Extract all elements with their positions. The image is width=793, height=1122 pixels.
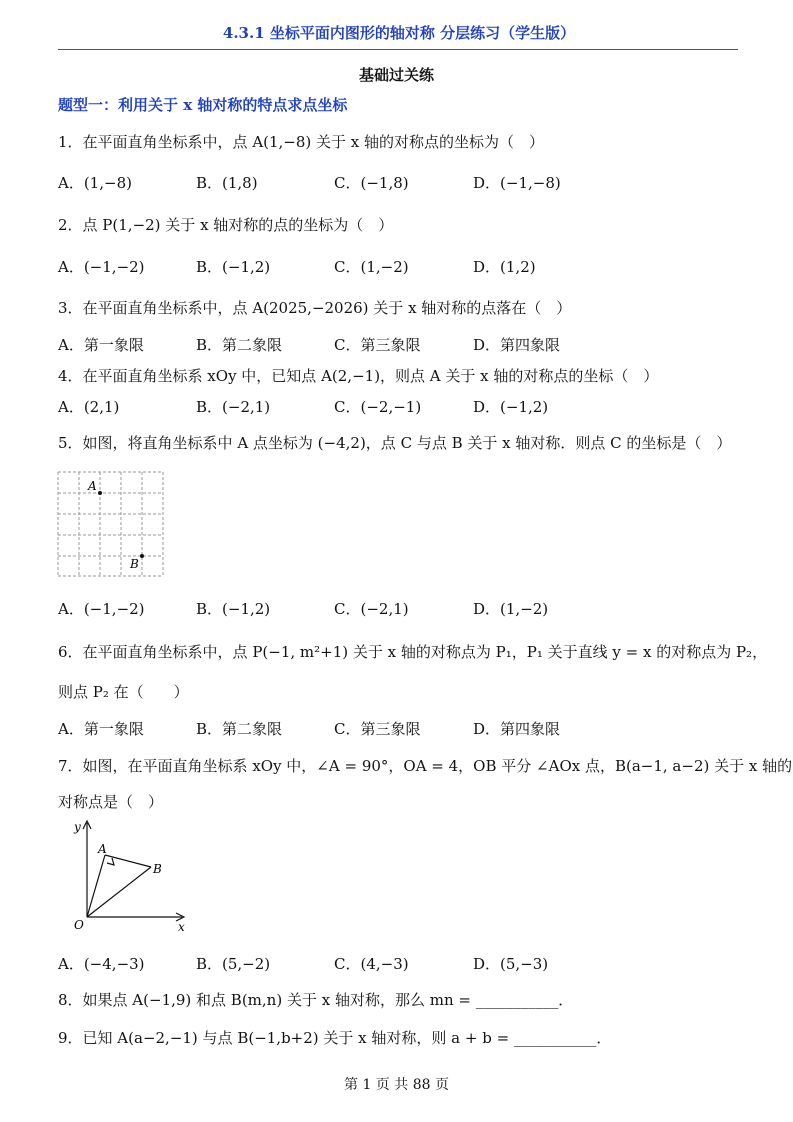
question-6: 6．在平面直角坐标系中，点 P(−1, m²+1) 关于 x 轴的对称点为 P₁，P₁ 关于直线 y = x 的对称点为 P₂， xyxy=(58,643,768,661)
q7-option-a: A．(−4,−3) xyxy=(58,955,145,973)
figure-5-grid xyxy=(56,470,168,580)
question-5: 5．如图，将直角坐标系中 A 点坐标为 (−4,2)，点 C 与点 B 关于 x 轴对称．则点 C 的坐标是（ ） xyxy=(58,434,732,452)
question-6-cont: 则点 P₂ 在（ ） xyxy=(58,683,189,701)
label-a: A xyxy=(88,479,97,493)
label-o: O xyxy=(74,918,84,932)
q3-option-c: C．第三象限 xyxy=(334,336,421,354)
question-4: 4．在平面直角坐标系 xOy 中，已知点 A(2,−1)，则点 A 关于 x 轴的对称点的坐标（ ） xyxy=(58,367,659,385)
label-a: A xyxy=(98,842,107,856)
question-2: 2．点 P(1,−2) 关于 x 轴对称的点的坐标为（ ） xyxy=(58,216,394,234)
q2-option-d: D．(1,2) xyxy=(473,258,536,276)
question-8: 8．如果点 A(−1,9) 和点 B(m,n) 关于 x 轴对称，那么 mn = ___________． xyxy=(58,991,574,1009)
point-b xyxy=(140,554,144,558)
q1-option-a: A．(1,−8) xyxy=(58,174,132,192)
q6-option-c: C．第三象限 xyxy=(334,720,421,738)
q2-option-c: C．(1,−2) xyxy=(334,258,409,276)
point-a xyxy=(98,491,102,495)
header-rule xyxy=(58,49,738,50)
q5-option-b: B．(−1,2) xyxy=(196,600,271,618)
label-b: B xyxy=(130,557,139,571)
q2-option-a: A．(−1,−2) xyxy=(58,258,145,276)
q6-option-b: B．第二象限 xyxy=(196,720,283,738)
question-3: 3．在平面直角坐标系中，点 A(2025,−2026) 关于 x 轴对称的点落在（ ） xyxy=(58,299,572,317)
q7-option-b: B．(5,−2) xyxy=(196,955,271,973)
question-7: 7．如图，在平面直角坐标系 xOy 中，∠A = 90°，OA = 4，OB 平分 ∠AOx 点，B(a−1, a−2) 关于 x 轴的 xyxy=(58,757,793,775)
q4-option-a: A．(2,1) xyxy=(58,398,120,416)
question-type-title: 题型一：利用关于 x 轴对称的特点求点坐标 xyxy=(58,96,348,114)
page-footer: 第 1 页 共 88 页 xyxy=(344,1077,449,1093)
q5-option-d: D．(1,−2) xyxy=(473,600,549,618)
q4-option-b: B．(−2,1) xyxy=(196,398,271,416)
question-7-cont: 对称点是（ ） xyxy=(58,793,164,811)
q4-option-c: C．(−2,−1) xyxy=(334,398,422,416)
q1-option-d: D．(−1,−8) xyxy=(473,174,561,192)
q2-option-b: B．(−1,2) xyxy=(196,258,271,276)
figure-7-diagram xyxy=(60,815,190,933)
q1-option-c: C．(−1,8) xyxy=(334,174,409,192)
q3-option-a: A．第一象限 xyxy=(58,336,144,354)
q4-option-d: D．(−1,2) xyxy=(473,398,549,416)
question-9: 9．已知 A(a−2,−1) 与点 B(−1,b+2) 关于 x 轴对称，则 a + b = ___________． xyxy=(58,1029,612,1047)
label-b: B xyxy=(153,862,162,876)
q3-option-b: B．第二象限 xyxy=(196,336,283,354)
q1-option-b: B．(1,8) xyxy=(196,174,258,192)
q3-option-d: D．第四象限 xyxy=(473,336,561,354)
q7-option-c: C．(4,−3) xyxy=(334,955,409,973)
q5-option-c: C．(−2,1) xyxy=(334,600,409,618)
q6-option-d: D．第四象限 xyxy=(473,720,561,738)
label-x: x xyxy=(178,920,185,933)
section-title: 基础过关练 xyxy=(358,66,434,84)
question-1: 1．在平面直角坐标系中，点 A(1,−8) 关于 x 轴的对称点的坐标为（ ） xyxy=(58,133,545,151)
label-y: y xyxy=(74,820,81,834)
page-header: 4.3.1 坐标平面内图形的轴对称 分层练习（学生版） xyxy=(222,24,576,42)
q6-option-a: A．第一象限 xyxy=(58,720,144,738)
q5-option-a: A．(−1,−2) xyxy=(58,600,145,618)
q7-option-d: D．(5,−3) xyxy=(473,955,549,973)
